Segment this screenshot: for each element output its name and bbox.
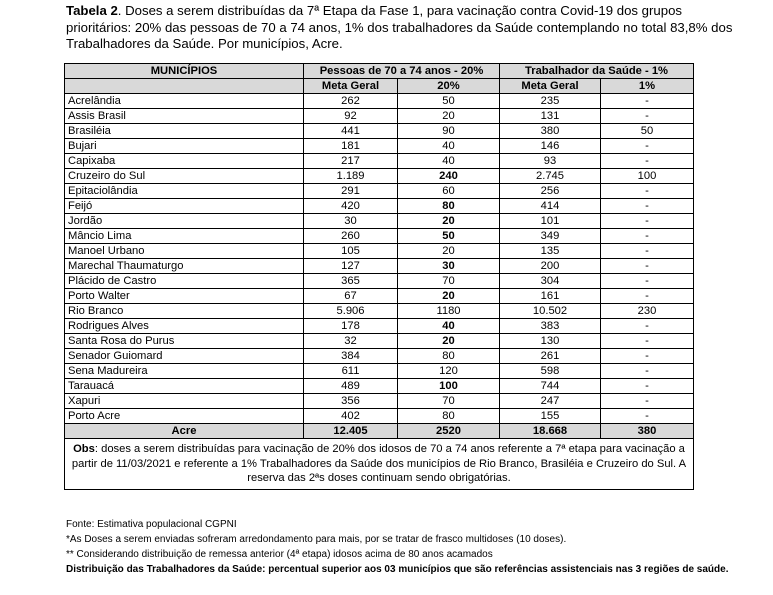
meta-trabalhador-cell: 598 xyxy=(500,364,601,379)
header-meta-geral-trabalhador: Meta Geral xyxy=(500,79,601,94)
header-group-idosos: Pessoas de 70 a 74 anos - 20% xyxy=(304,64,500,79)
table-row xyxy=(65,379,694,394)
pct-trabalhador-cell: - xyxy=(601,229,694,244)
pct-idosos-cell: 40 xyxy=(398,319,500,334)
meta-idosos-cell: 1.189 xyxy=(304,169,398,184)
municipio-cell: Marechal Thaumaturgo xyxy=(65,259,304,274)
pct-idosos-cell: 100 xyxy=(398,379,500,394)
municipio-cell: Cruzeiro do Sul xyxy=(65,169,304,184)
meta-trabalhador-cell: 131 xyxy=(500,109,601,124)
meta-trabalhador-cell: 101 xyxy=(500,214,601,229)
pct-trabalhador-cell: - xyxy=(601,379,694,394)
meta-trabalhador-cell: 247 xyxy=(500,394,601,409)
meta-idosos-cell: 384 xyxy=(304,349,398,364)
meta-trabalhador-cell: 2.745 xyxy=(500,169,601,184)
pct-idosos-cell: 50 xyxy=(398,229,500,244)
meta-idosos-cell: 262 xyxy=(304,94,398,109)
meta-trabalhador-cell: 161 xyxy=(500,289,601,304)
meta-idosos-cell: 217 xyxy=(304,154,398,169)
meta-trabalhador-cell: 155 xyxy=(500,409,601,424)
meta-idosos-cell: 260 xyxy=(304,229,398,244)
pct-trabalhador-cell: 100 xyxy=(601,169,694,184)
table-row xyxy=(65,304,694,319)
municipio-cell: Acrelândia xyxy=(65,94,304,109)
table-row xyxy=(65,94,694,109)
municipio-cell: Porto Walter xyxy=(65,289,304,304)
pct-idosos-cell: 70 xyxy=(398,274,500,289)
pct-trabalhador-cell: - xyxy=(601,244,694,259)
meta-idosos-cell: 291 xyxy=(304,184,398,199)
obs-row xyxy=(65,439,694,490)
municipio-cell: Assis Brasil xyxy=(65,109,304,124)
table-row xyxy=(65,289,694,304)
header-municipios: MUNICÍPIOS xyxy=(65,64,304,79)
meta-trabalhador-cell: 380 xyxy=(500,124,601,139)
table-row xyxy=(65,124,694,139)
table-row xyxy=(65,394,694,409)
header-pct-idosos: 20% xyxy=(398,79,500,94)
pct-trabalhador-cell: 230 xyxy=(601,304,694,319)
pct-trabalhador-cell: - xyxy=(601,94,694,109)
meta-trabalhador-cell: 200 xyxy=(500,259,601,274)
pct-trabalhador-cell: - xyxy=(601,259,694,274)
pct-idosos-cell: 80 xyxy=(398,349,500,364)
pct-trabalhador-cell: - xyxy=(601,319,694,334)
header-meta-geral-idosos: Meta Geral xyxy=(304,79,398,94)
meta-idosos-cell: 67 xyxy=(304,289,398,304)
pct-trabalhador-cell: - xyxy=(601,349,694,364)
pct-trabalhador-cell: 50 xyxy=(601,124,694,139)
table-caption xyxy=(66,3,746,53)
meta-idosos-cell: 5.906 xyxy=(304,304,398,319)
caption-label: Tabela 2 xyxy=(66,3,118,18)
header-pct-trabalhador: 1% xyxy=(601,79,694,94)
pct-idosos-cell: 20 xyxy=(398,244,500,259)
municipio-cell: Tarauacá xyxy=(65,379,304,394)
pct-idosos-cell: 20 xyxy=(398,289,500,304)
meta-idosos-cell: 105 xyxy=(304,244,398,259)
municipio-cell: Plácido de Castro xyxy=(65,274,304,289)
municipio-cell: Senador Guiomard xyxy=(65,349,304,364)
total-pct-idosos: 2520 xyxy=(398,424,500,439)
meta-idosos-cell: 402 xyxy=(304,409,398,424)
pct-trabalhador-cell: - xyxy=(601,214,694,229)
municipio-cell: Feijó xyxy=(65,199,304,214)
meta-idosos-cell: 420 xyxy=(304,199,398,214)
table-row xyxy=(65,169,694,184)
table-row xyxy=(65,139,694,154)
table-row xyxy=(65,364,694,379)
municipio-cell: Porto Acre xyxy=(65,409,304,424)
pct-idosos-cell: 20 xyxy=(398,109,500,124)
meta-trabalhador-cell: 10.502 xyxy=(500,304,601,319)
pct-idosos-cell: 20 xyxy=(398,214,500,229)
municipio-cell: Santa Rosa do Purus xyxy=(65,334,304,349)
meta-trabalhador-cell: 93 xyxy=(500,154,601,169)
municipio-cell: Epitaciolândia xyxy=(65,184,304,199)
note-arredondamento: *As Doses a serem enviadas sofreram arredondamento para mais, por se tratar de frasco multidoses (10 doses). xyxy=(66,534,567,545)
meta-trabalhador-cell: 744 xyxy=(500,379,601,394)
meta-trabalhador-cell: 304 xyxy=(500,274,601,289)
table-row xyxy=(65,109,694,124)
total-meta-trabalhador: 18.668 xyxy=(500,424,601,439)
pct-trabalhador-cell: - xyxy=(601,154,694,169)
pct-idosos-cell: 80 xyxy=(398,199,500,214)
meta-idosos-cell: 178 xyxy=(304,319,398,334)
meta-trabalhador-cell: 130 xyxy=(500,334,601,349)
pct-trabalhador-cell: - xyxy=(601,334,694,349)
municipio-cell: Bujari xyxy=(65,139,304,154)
pct-trabalhador-cell: - xyxy=(601,274,694,289)
pct-idosos-cell: 120 xyxy=(398,364,500,379)
pct-trabalhador-cell: - xyxy=(601,184,694,199)
pct-idosos-cell: 30 xyxy=(398,259,500,274)
table-row xyxy=(65,259,694,274)
pct-idosos-cell: 80 xyxy=(398,409,500,424)
meta-trabalhador-cell: 135 xyxy=(500,244,601,259)
table-row xyxy=(65,154,694,169)
table-row xyxy=(65,274,694,289)
table-row xyxy=(65,319,694,334)
meta-trabalhador-cell: 146 xyxy=(500,139,601,154)
pct-idosos-cell: 1180 xyxy=(398,304,500,319)
pct-trabalhador-cell: - xyxy=(601,289,694,304)
pct-idosos-cell: 60 xyxy=(398,184,500,199)
obs-label: Obs xyxy=(73,443,95,455)
pct-trabalhador-cell: - xyxy=(601,409,694,424)
obs-cell xyxy=(65,439,694,490)
total-name: Acre xyxy=(65,424,304,439)
table-row xyxy=(65,214,694,229)
pct-idosos-cell: 40 xyxy=(398,154,500,169)
meta-idosos-cell: 441 xyxy=(304,124,398,139)
municipio-cell: Rodrigues Alves xyxy=(65,319,304,334)
pct-trabalhador-cell: - xyxy=(601,364,694,379)
pct-idosos-cell: 40 xyxy=(398,139,500,154)
footnotes xyxy=(66,517,756,577)
meta-trabalhador-cell: 256 xyxy=(500,184,601,199)
caption-text: . Doses a serem distribuídas da 7ª Etapa da Fase 1, para vacinação contra Covid-19 dos grupos prioritários: 20% das pessoas de 70 a 74 anos, 1% dos trabalhadores da Saúde contemplando no total 83,8% dos Trabalhadores da Saúde. Por municípios, Acre. xyxy=(66,3,733,51)
total-row xyxy=(65,424,694,439)
table-row xyxy=(65,334,694,349)
meta-trabalhador-cell: 383 xyxy=(500,319,601,334)
meta-idosos-cell: 489 xyxy=(304,379,398,394)
municipio-cell: Rio Branco xyxy=(65,304,304,319)
pct-trabalhador-cell: - xyxy=(601,199,694,214)
municipio-cell: Capixaba xyxy=(65,154,304,169)
meta-trabalhador-cell: 261 xyxy=(500,349,601,364)
municipio-cell: Brasiléia xyxy=(65,124,304,139)
meta-idosos-cell: 92 xyxy=(304,109,398,124)
meta-trabalhador-cell: 414 xyxy=(500,199,601,214)
table-row xyxy=(65,244,694,259)
table-row xyxy=(65,409,694,424)
municipio-cell: Mâncio Lima xyxy=(65,229,304,244)
pct-idosos-cell: 50 xyxy=(398,94,500,109)
pct-idosos-cell: 20 xyxy=(398,334,500,349)
note-distribuicao: Distribuição das Trabalhadores da Saúde: percentual superior aos 03 municípios que são referências assistenciais nas 3 regiões de saúde. xyxy=(66,564,729,575)
municipio-cell: Sena Madureira xyxy=(65,364,304,379)
header-blank xyxy=(65,79,304,94)
meta-idosos-cell: 127 xyxy=(304,259,398,274)
meta-idosos-cell: 30 xyxy=(304,214,398,229)
doses-table xyxy=(64,63,694,490)
municipio-cell: Xapuri xyxy=(65,394,304,409)
table-row xyxy=(65,199,694,214)
table-row xyxy=(65,349,694,364)
table-row xyxy=(65,229,694,244)
total-pct-trabalhador: 380 xyxy=(601,424,694,439)
pct-idosos-cell: 70 xyxy=(398,394,500,409)
pct-idosos-cell: 90 xyxy=(398,124,500,139)
meta-idosos-cell: 356 xyxy=(304,394,398,409)
municipio-cell: Jordão xyxy=(65,214,304,229)
municipio-cell: Manoel Urbano xyxy=(65,244,304,259)
pct-trabalhador-cell: - xyxy=(601,109,694,124)
table-row xyxy=(65,184,694,199)
total-meta-idosos: 12.405 xyxy=(304,424,398,439)
meta-idosos-cell: 365 xyxy=(304,274,398,289)
meta-idosos-cell: 32 xyxy=(304,334,398,349)
obs-text: : doses a serem distribuídas para vacinação de 20% dos idosos de 70 a 74 anos referente a 7ª etapa para vacinação a partir de 11/03/2021 e referente a 1% Trabalhadores da Saúde dos municípios de Rio Branco, Brasiléia e Cruzeiro do Sul. A reserva das 2ªs doses continuam sendo obrigatórias. xyxy=(71,443,687,484)
note-fonte: Fonte: Estimativa populacional CGPNI xyxy=(66,519,237,530)
meta-trabalhador-cell: 235 xyxy=(500,94,601,109)
pct-idosos-cell: 240 xyxy=(398,169,500,184)
pct-trabalhador-cell: - xyxy=(601,394,694,409)
meta-idosos-cell: 611 xyxy=(304,364,398,379)
meta-idosos-cell: 181 xyxy=(304,139,398,154)
meta-trabalhador-cell: 349 xyxy=(500,229,601,244)
pct-trabalhador-cell: - xyxy=(601,139,694,154)
header-group-trabalhador: Trabalhador da Saúde - 1% xyxy=(500,64,694,79)
note-remessa: ** Considerando distribuição de remessa anterior (4ª etapa) idosos acima de 80 anos acamados xyxy=(66,549,493,560)
